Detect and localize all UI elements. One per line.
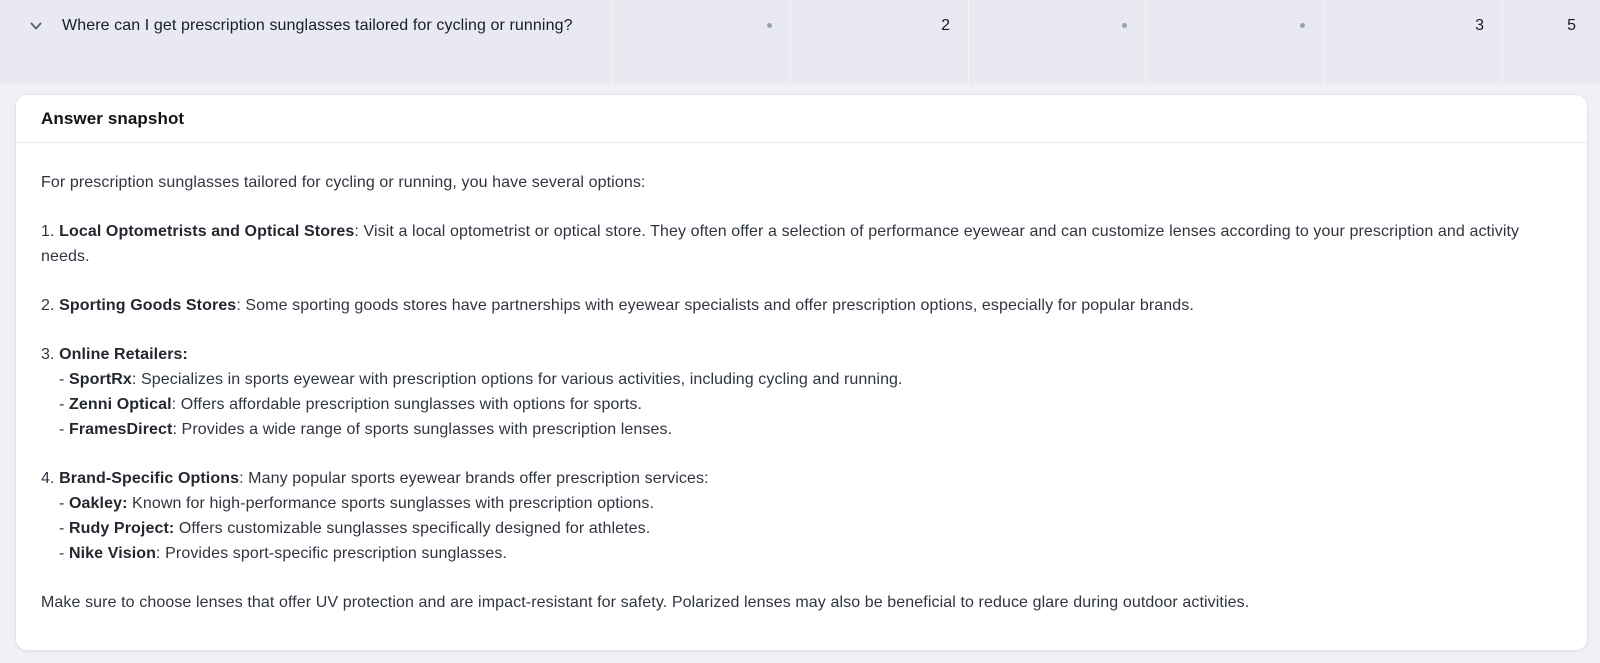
metric-value: 5 xyxy=(1567,17,1576,34)
metric-cell xyxy=(612,0,790,84)
metric-cell xyxy=(968,0,1145,84)
answer-list-item: - Nike Vision: Provides sport-specific prescription sunglasses. xyxy=(59,545,507,562)
chevron-down-icon[interactable] xyxy=(28,18,44,34)
answer-block xyxy=(41,466,1557,566)
zero-dot-icon xyxy=(1122,23,1127,28)
answer-body xyxy=(16,143,1587,615)
answer-paragraph: 3. Online Retailers: xyxy=(41,346,188,363)
question-row[interactable] xyxy=(0,0,1600,84)
metric-cell xyxy=(1145,0,1323,84)
answer-list-item: - SportRx: Specializes in sports eyewear with prescription options for various activities, including cycling and running. xyxy=(59,371,903,388)
answer-snapshot-panel xyxy=(15,94,1588,651)
answer-list-item: - Zenni Optical: Offers affordable prescription sunglasses with options for sports. xyxy=(59,396,643,413)
answer-paragraph: 2. Sporting Goods Stores: Some sporting goods stores have partnerships with eyewear specialists and offer prescription options, especially for popular brands. xyxy=(41,297,1194,314)
metric-cell xyxy=(790,0,968,84)
answer-block xyxy=(41,219,1557,269)
metric-cell xyxy=(1323,0,1502,84)
zero-dot-icon xyxy=(767,23,772,28)
zero-dot-icon xyxy=(1300,23,1305,28)
question-cell xyxy=(0,0,612,84)
answer-block xyxy=(41,342,1557,442)
metric-value: 3 xyxy=(1475,17,1484,34)
question-text: Where can I get prescription sunglasses tailored for cycling or running? xyxy=(62,17,573,34)
metric-cell xyxy=(1502,0,1600,84)
panel-title: Answer snapshot xyxy=(41,108,185,128)
answer-block xyxy=(41,293,1557,318)
answer-paragraph: For prescription sunglasses tailored for cycling or running, you have several options: xyxy=(41,174,646,191)
answer-list-item: - Oakley: Known for high-performance sports sunglasses with prescription options. xyxy=(59,495,655,512)
answer-block xyxy=(41,170,1557,195)
answer-paragraph: 4. Brand-Specific Options: Many popular sports eyewear brands offer prescription services: xyxy=(41,470,709,487)
answer-paragraph: Make sure to choose lenses that offer UV protection and are impact-resistant for safety. Polarized lenses may also be beneficial to reduce glare during outdoor activities. xyxy=(41,594,1250,611)
metric-value: 2 xyxy=(941,17,950,34)
answer-block xyxy=(41,590,1557,615)
answer-list-item: - Rudy Project: Offers customizable sunglasses specifically designed for athletes. xyxy=(59,520,651,537)
answer-list-item: - FramesDirect: Provides a wide range of sports sunglasses with prescription lenses. xyxy=(59,421,673,438)
answer-paragraph: 1. Local Optometrists and Optical Stores: Visit a local optometrist or optical store. They often offer a selection of performance eyewear and can customize lenses according to your prescription and activity needs. xyxy=(41,223,1520,265)
panel-header xyxy=(16,95,1587,143)
